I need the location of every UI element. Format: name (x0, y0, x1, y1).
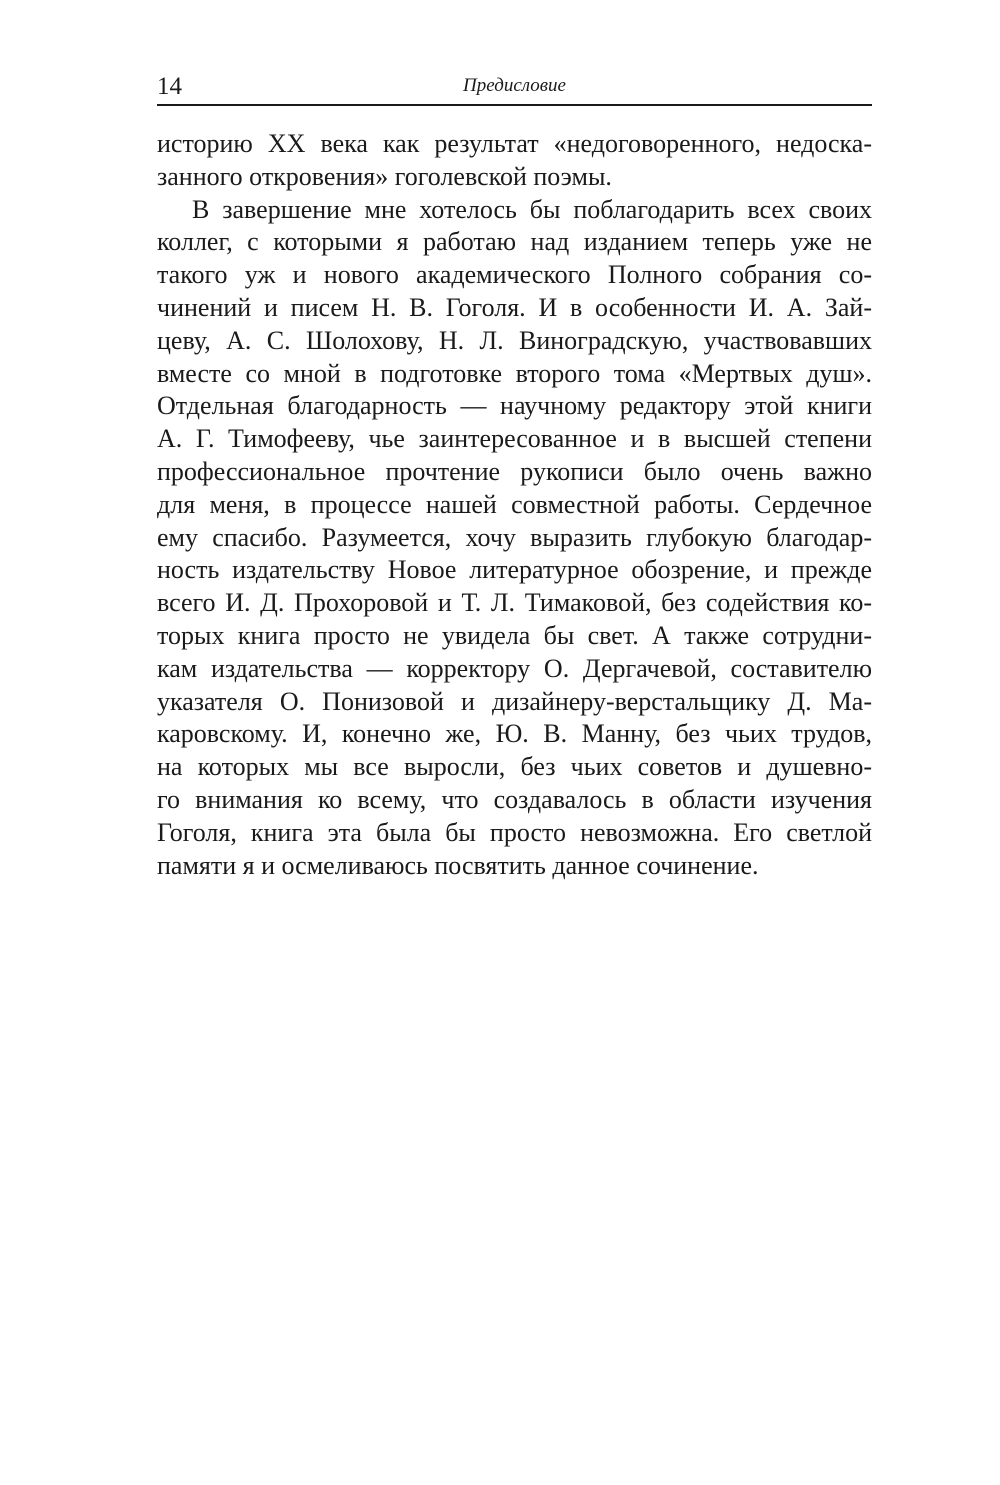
page-number: 14 (157, 73, 182, 100)
text-line: занного откровения» гоголевской поэмы. (157, 161, 612, 191)
text-line: каровскому. И, конечно же, Ю. В. Манну, без чьих трудов, (157, 719, 872, 749)
text-line: го внимания ко всему, что создавалось в области изучения (157, 784, 872, 814)
text-line: А. Г. Тимофееву, чье заинтересованное и в высшей степени (157, 424, 872, 454)
text-line: памяти я и осмеливаюсь посвятить данное сочинение. (157, 850, 759, 880)
section-title: Предисловие (463, 75, 566, 96)
text-line: указателя О. Понизовой и дизайнеру-верстальщику Д. Ма- (157, 686, 872, 716)
body-text (157, 128, 872, 882)
text-line: чинений и писем Н. В. Гоголя. И в особенности И. А. Зай- (157, 292, 872, 322)
running-head (157, 70, 872, 106)
text-line: такого уж и нового академического Полного собрания со- (157, 260, 872, 290)
text-line: историю XX века как результат «недоговоренного, недоска- (157, 129, 872, 158)
text-line: Гоголя, книга эта была бы просто невозможна. Его светлой (157, 817, 872, 847)
text-line: коллег, с которыми я работаю над изданием теперь уже не (157, 227, 872, 257)
text-line: ему спасибо. Разумеется, хочу выразить глубокую благодар- (157, 522, 872, 552)
text-line: ность издательству Новое литературное обозрение, и прежде (157, 555, 872, 585)
text-line: цеву, А. С. Шолохову, Н. Л. Виноградскую, участвовавших (157, 325, 872, 355)
text-line: профессиональное прочтение рукописи было очень важно (157, 456, 872, 486)
text-line: торых книга просто не увидела бы свет. А также сотрудни- (157, 620, 872, 650)
text-line: Отдельная благодарность — научному редактору этой книги (157, 391, 872, 421)
text-line: кам издательства — корректору О. Дергачевой, составителю (157, 653, 872, 683)
text-line: вместе со мной в подготовке второго тома «Мертвых душ». (157, 358, 872, 388)
text-line: всего И. Д. Прохоровой и Т. Л. Тимаковой, без содействия ко- (157, 588, 872, 618)
text-line: на которых мы все выросли, без чьих советов и душевно- (157, 752, 872, 782)
text-line: для меня, в процессе нашей совместной работы. Сердечное (157, 489, 872, 519)
text-line: В завершение мне хотелось бы поблагодарить всех своих (192, 194, 872, 224)
